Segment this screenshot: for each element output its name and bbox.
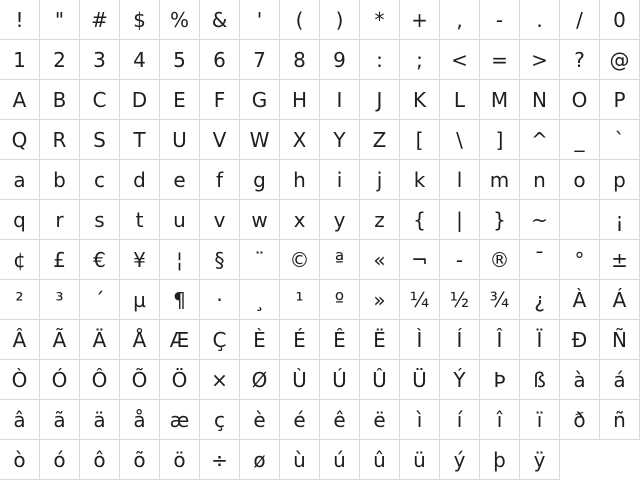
glyph-cell[interactable]: ': [240, 0, 280, 40]
glyph-cell[interactable]: r: [40, 200, 80, 240]
glyph-cell[interactable]: ö: [160, 440, 200, 480]
glyph-cell[interactable]: è: [240, 400, 280, 440]
glyph-cell[interactable]: Ù: [280, 360, 320, 400]
glyph-cell[interactable]: Ö: [160, 360, 200, 400]
glyph-cell[interactable]: _: [560, 120, 600, 160]
glyph-cell[interactable]: m: [480, 160, 520, 200]
glyph-cell[interactable]: ×: [200, 360, 240, 400]
glyph-cell[interactable]: à: [560, 360, 600, 400]
glyph-cell[interactable]: Z: [360, 120, 400, 160]
glyph-cell[interactable]: ·: [200, 280, 240, 320]
glyph-cell[interactable]: Â: [0, 320, 40, 360]
glyph-cell[interactable]: Õ: [120, 360, 160, 400]
glyph-cell[interactable]: Å: [120, 320, 160, 360]
glyph-cell[interactable]: §: [200, 240, 240, 280]
glyph-cell[interactable]: ¶: [160, 280, 200, 320]
glyph-cell[interactable]: h: [280, 160, 320, 200]
glyph-cell[interactable]: ¼: [400, 280, 440, 320]
glyph-cell[interactable]: ½: [440, 280, 480, 320]
glyph-cell[interactable]: |: [440, 200, 480, 240]
glyph-cell[interactable]: É: [280, 320, 320, 360]
glyph-cell[interactable]: ô: [80, 440, 120, 480]
glyph-cell[interactable]: 5: [160, 40, 200, 80]
glyph-cell[interactable]: ¹: [280, 280, 320, 320]
glyph-cell[interactable]: ñ: [600, 400, 640, 440]
glyph-cell[interactable]: ú: [320, 440, 360, 480]
glyph-cell[interactable]: í: [440, 400, 480, 440]
glyph-cell[interactable]: û: [360, 440, 400, 480]
glyph-cell[interactable]: ³: [40, 280, 80, 320]
glyph-cell[interactable]: ²: [0, 280, 40, 320]
glyph-cell[interactable]: o: [560, 160, 600, 200]
glyph-cell[interactable]: E: [160, 80, 200, 120]
glyph-cell[interactable]: 9: [320, 40, 360, 80]
glyph-cell[interactable]: À: [560, 280, 600, 320]
glyph-cell[interactable]: t: [120, 200, 160, 240]
glyph-cell[interactable]: W: [240, 120, 280, 160]
glyph-cell[interactable]: l: [440, 160, 480, 200]
glyph-cell[interactable]: w: [240, 200, 280, 240]
glyph-cell[interactable]: ¥: [120, 240, 160, 280]
glyph-cell[interactable]: Í: [440, 320, 480, 360]
glyph-cell[interactable]: F: [200, 80, 240, 120]
glyph-cell[interactable]: ~: [520, 200, 560, 240]
glyph-cell[interactable]: }: [480, 200, 520, 240]
glyph-cell[interactable]: ¾: [480, 280, 520, 320]
glyph-cell[interactable]: î: [480, 400, 520, 440]
glyph-cell[interactable]: d: [120, 160, 160, 200]
glyph-cell[interactable]: ±: [600, 240, 640, 280]
glyph-cell[interactable]: \: [440, 120, 480, 160]
glyph-cell[interactable]: @: [600, 40, 640, 80]
glyph-cell[interactable]: u: [160, 200, 200, 240]
glyph-cell[interactable]: <: [440, 40, 480, 80]
glyph-cell[interactable]: ¢: [0, 240, 40, 280]
glyph-cell[interactable]: -: [480, 0, 520, 40]
glyph-cell[interactable]: Ú: [320, 360, 360, 400]
glyph-cell[interactable]: `: [600, 120, 640, 160]
glyph-cell[interactable]: >: [520, 40, 560, 80]
glyph-cell[interactable]: L: [440, 80, 480, 120]
glyph-cell[interactable]: s: [80, 200, 120, 240]
glyph-cell[interactable]: N: [520, 80, 560, 120]
glyph-cell[interactable]: D: [120, 80, 160, 120]
glyph-cell[interactable]: Ë: [360, 320, 400, 360]
glyph-cell[interactable]: $: [120, 0, 160, 40]
glyph-cell[interactable]: c: [80, 160, 120, 200]
glyph-cell[interactable]: /: [560, 0, 600, 40]
glyph-cell[interactable]: k: [400, 160, 440, 200]
glyph-cell[interactable]: ð: [560, 400, 600, 440]
glyph-cell[interactable]: £: [40, 240, 80, 280]
glyph-cell[interactable]: ì: [400, 400, 440, 440]
glyph-cell[interactable]: Æ: [160, 320, 200, 360]
glyph-cell[interactable]: (: [280, 0, 320, 40]
glyph-cell[interactable]: Y: [320, 120, 360, 160]
glyph-cell[interactable]: ó: [40, 440, 80, 480]
glyph-cell[interactable]: y: [320, 200, 360, 240]
glyph-cell[interactable]: Ä: [80, 320, 120, 360]
glyph-cell[interactable]: ]: [480, 120, 520, 160]
glyph-cell[interactable]: U: [160, 120, 200, 160]
glyph-cell[interactable]: õ: [120, 440, 160, 480]
glyph-cell[interactable]: ?: [560, 40, 600, 80]
glyph-cell[interactable]: ã: [40, 400, 80, 440]
glyph-cell[interactable]: A: [0, 80, 40, 120]
glyph-cell[interactable]: 3: [80, 40, 120, 80]
glyph-cell[interactable]: Ã: [40, 320, 80, 360]
glyph-cell[interactable]: ø: [240, 440, 280, 480]
glyph-cell[interactable]: Û: [360, 360, 400, 400]
glyph-cell[interactable]: C: [80, 80, 120, 120]
glyph-cell[interactable]: ;: [400, 40, 440, 80]
glyph-cell[interactable]: ÿ: [520, 440, 560, 480]
glyph-cell[interactable]: Á: [600, 280, 640, 320]
glyph-cell[interactable]: Ê: [320, 320, 360, 360]
glyph-cell[interactable]: Q: [0, 120, 40, 160]
glyph-cell[interactable]: G: [240, 80, 280, 120]
glyph-cell[interactable]: p: [600, 160, 640, 200]
glyph-cell[interactable]: å: [120, 400, 160, 440]
glyph-cell[interactable]: !: [0, 0, 40, 40]
glyph-cell[interactable]: æ: [160, 400, 200, 440]
glyph-cell[interactable]: ¡: [600, 200, 640, 240]
glyph-cell[interactable]: ¦: [160, 240, 200, 280]
glyph-cell[interactable]: Ó: [40, 360, 80, 400]
glyph-cell[interactable]: 0: [600, 0, 640, 40]
glyph-cell[interactable]: Ï: [520, 320, 560, 360]
glyph-cell[interactable]: È: [240, 320, 280, 360]
glyph-cell[interactable]: e: [160, 160, 200, 200]
glyph-cell[interactable]: M: [480, 80, 520, 120]
glyph-cell[interactable]: +: [400, 0, 440, 40]
glyph-cell[interactable]: I: [320, 80, 360, 120]
glyph-cell[interactable]: i: [320, 160, 360, 200]
glyph-cell[interactable]: ê: [320, 400, 360, 440]
glyph-cell[interactable]: ): [320, 0, 360, 40]
glyph-cell[interactable]: °: [560, 240, 600, 280]
glyph-cell[interactable]: ò: [0, 440, 40, 480]
glyph-cell[interactable]: ª: [320, 240, 360, 280]
glyph-cell[interactable]: ®: [480, 240, 520, 280]
glyph-cell[interactable]: {: [400, 200, 440, 240]
glyph-cell[interactable]: O: [560, 80, 600, 120]
glyph-cell[interactable]: ý: [440, 440, 480, 480]
glyph-cell[interactable]: -: [440, 240, 480, 280]
glyph-cell[interactable]: Ñ: [600, 320, 640, 360]
glyph-cell[interactable]: g: [240, 160, 280, 200]
glyph-cell[interactable]: a: [0, 160, 40, 200]
glyph-cell[interactable]: ï: [520, 400, 560, 440]
glyph-cell[interactable]: *: [360, 0, 400, 40]
glyph-cell[interactable]: Ç: [200, 320, 240, 360]
glyph-cell[interactable]: ©: [280, 240, 320, 280]
glyph-cell[interactable]: 7: [240, 40, 280, 80]
glyph-cell[interactable]: Ì: [400, 320, 440, 360]
glyph-cell[interactable]: Ü: [400, 360, 440, 400]
glyph-cell[interactable]: ¯: [520, 240, 560, 280]
glyph-cell[interactable]: «: [360, 240, 400, 280]
glyph-cell[interactable]: Ý: [440, 360, 480, 400]
glyph-cell[interactable]: Ø: [240, 360, 280, 400]
glyph-cell[interactable]: ,: [440, 0, 480, 40]
glyph-cell[interactable]: v: [200, 200, 240, 240]
glyph-cell[interactable]: q: [0, 200, 40, 240]
glyph-cell[interactable]: þ: [480, 440, 520, 480]
glyph-cell[interactable]: 6: [200, 40, 240, 80]
glyph-cell[interactable]: %: [160, 0, 200, 40]
glyph-cell[interactable]: ¸: [240, 280, 280, 320]
glyph-cell[interactable]: ä: [80, 400, 120, 440]
glyph-cell[interactable]: 8: [280, 40, 320, 80]
glyph-cell[interactable]: ´: [80, 280, 120, 320]
glyph-cell[interactable]: »: [360, 280, 400, 320]
glyph-cell[interactable]: j: [360, 160, 400, 200]
glyph-cell[interactable]: B: [40, 80, 80, 120]
glyph-cell[interactable]: µ: [120, 280, 160, 320]
glyph-cell[interactable]: â: [0, 400, 40, 440]
glyph-cell[interactable]: ß: [520, 360, 560, 400]
glyph-cell[interactable]: 4: [120, 40, 160, 80]
glyph-cell[interactable]: á: [600, 360, 640, 400]
glyph-cell[interactable]: =: [480, 40, 520, 80]
glyph-cell[interactable]: Ô: [80, 360, 120, 400]
glyph-cell[interactable]: T: [120, 120, 160, 160]
glyph-cell[interactable]: #: [80, 0, 120, 40]
glyph-cell[interactable]: ¬: [400, 240, 440, 280]
glyph-cell[interactable]: H: [280, 80, 320, 120]
glyph-cell[interactable]: ": [40, 0, 80, 40]
glyph-cell[interactable]: J: [360, 80, 400, 120]
glyph-cell-blank[interactable]: [560, 200, 600, 240]
glyph-cell[interactable]: €: [80, 240, 120, 280]
glyph-cell[interactable]: &: [200, 0, 240, 40]
glyph-cell[interactable]: P: [600, 80, 640, 120]
glyph-cell[interactable]: ë: [360, 400, 400, 440]
glyph-cell[interactable]: º: [320, 280, 360, 320]
glyph-cell[interactable]: V: [200, 120, 240, 160]
glyph-cell[interactable]: 1: [0, 40, 40, 80]
glyph-cell[interactable]: ÷: [200, 440, 240, 480]
glyph-cell[interactable]: z: [360, 200, 400, 240]
glyph-cell[interactable]: S: [80, 120, 120, 160]
glyph-cell[interactable]: x: [280, 200, 320, 240]
glyph-cell[interactable]: é: [280, 400, 320, 440]
glyph-cell[interactable]: Ð: [560, 320, 600, 360]
glyph-cell[interactable]: X: [280, 120, 320, 160]
glyph-cell[interactable]: ^: [520, 120, 560, 160]
glyph-cell[interactable]: Þ: [480, 360, 520, 400]
glyph-cell[interactable]: .: [520, 0, 560, 40]
glyph-cell[interactable]: Î: [480, 320, 520, 360]
glyph-cell[interactable]: b: [40, 160, 80, 200]
glyph-cell[interactable]: ù: [280, 440, 320, 480]
glyph-cell[interactable]: ç: [200, 400, 240, 440]
glyph-cell[interactable]: K: [400, 80, 440, 120]
glyph-cell[interactable]: 2: [40, 40, 80, 80]
glyph-cell[interactable]: ¿: [520, 280, 560, 320]
glyph-cell[interactable]: :: [360, 40, 400, 80]
glyph-cell[interactable]: [: [400, 120, 440, 160]
glyph-cell[interactable]: Ò: [0, 360, 40, 400]
glyph-cell[interactable]: f: [200, 160, 240, 200]
glyph-cell[interactable]: n: [520, 160, 560, 200]
glyph-cell[interactable]: ü: [400, 440, 440, 480]
glyph-cell[interactable]: ¨: [240, 240, 280, 280]
glyph-cell[interactable]: R: [40, 120, 80, 160]
